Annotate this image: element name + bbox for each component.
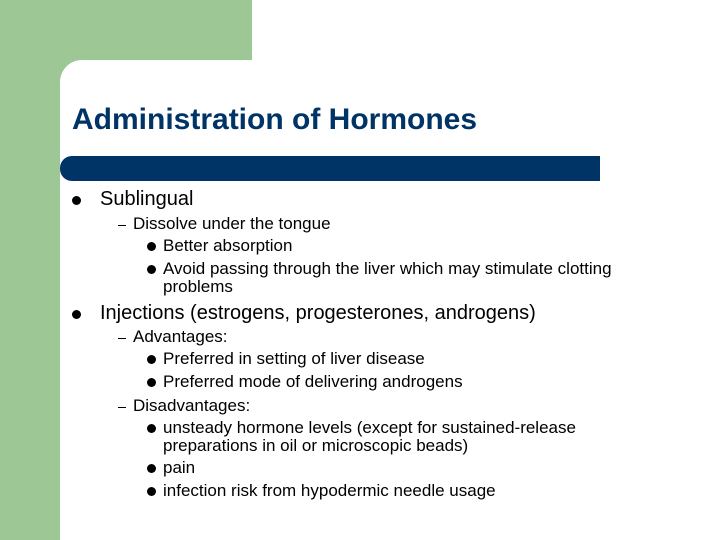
bullet-dot-icon: [147, 265, 156, 274]
title-underline-bar: [60, 156, 600, 181]
bullet-liver-disease: Preferred in setting of liver disease: [163, 349, 425, 368]
bullet-dot-icon: [147, 487, 156, 496]
dash-icon: [118, 225, 126, 226]
bullet-item-injections: Injections (estrogens, progesterones, androgens): [100, 302, 536, 324]
bullet-dot-icon: [147, 378, 156, 387]
subitem-disadvantages: Disadvantages:: [133, 396, 251, 415]
bullet-dot-icon: [147, 424, 156, 433]
bullet-pain: pain: [163, 458, 196, 477]
bullet-dot-icon: [147, 464, 156, 473]
bullet-androgens: Preferred mode of delivering androgens: [163, 372, 463, 391]
bullet-dot-icon: [72, 310, 81, 319]
subitem-advantages: Advantages:: [133, 327, 228, 346]
bullet-dot-icon: [72, 196, 81, 205]
bullet-item-sublingual: Sublingual: [100, 188, 194, 210]
dash-icon: [118, 407, 126, 408]
dash-icon: [118, 338, 126, 339]
bullet-infection-risk: infection risk from hypodermic needle usage: [163, 481, 496, 500]
bullet-avoid-liver: Avoid passing through the liver which may stimulate clotting: [163, 259, 612, 278]
subitem-dissolve: Dissolve under the tongue: [133, 214, 331, 233]
bullet-dot-icon: [147, 242, 156, 251]
bullet-better-absorption: Better absorption: [163, 236, 293, 255]
bullet-dot-icon: [147, 355, 156, 364]
bullet-unsteady-levels: unsteady hormone levels (except for sustained-release: [163, 418, 576, 437]
bullet-unsteady-levels-cont: preparations in oil or microscopic beads): [163, 436, 469, 455]
bullet-avoid-liver-cont: problems: [163, 277, 233, 296]
slide-title: Administration of Hormones: [72, 103, 478, 136]
